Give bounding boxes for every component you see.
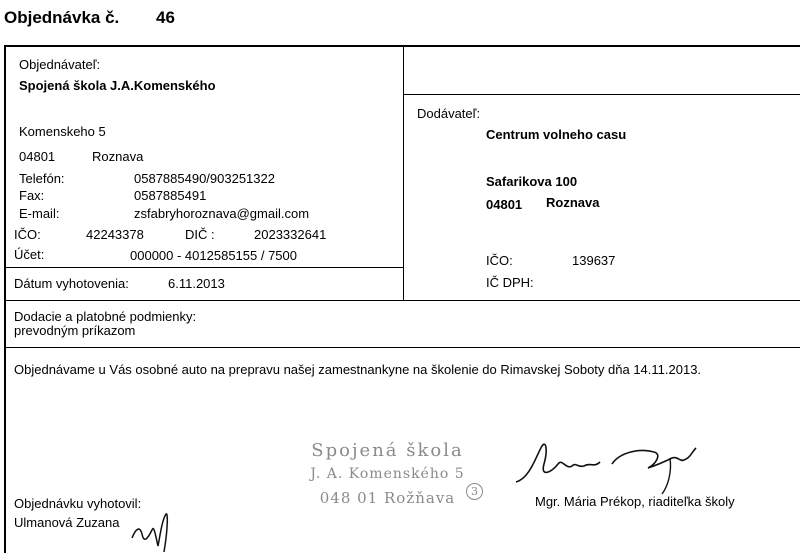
buyer-email: zsfabryhoroznava@gmail.com	[134, 206, 310, 221]
stamp-line2: J. A. Komenského 5	[310, 466, 465, 482]
frame-left-line	[4, 45, 6, 553]
issuer-name: Ulmanová Zuzana	[14, 515, 120, 530]
supplier-city: Roznava	[546, 195, 600, 210]
buyer-street: Komenskeho 5	[19, 124, 106, 139]
order-body-text: Objednávame u Vás osobné auto na prepravu našej zamestnankyne na školenie do Rimavskej Soboty dňa 14.11.2013.	[14, 362, 702, 377]
issuer-label: Objednávku vyhotovil:	[14, 496, 142, 511]
supplier-ico: 139637	[572, 253, 616, 268]
stamp-line1: Spojená škola	[311, 440, 464, 461]
buyer-ico: 42243378	[86, 227, 144, 242]
buyer-email-label: E-mail:	[19, 206, 60, 221]
buyer-phone: 0587885490/903251322	[134, 171, 275, 186]
supplier-ico-label: IČO:	[486, 253, 513, 268]
director-signature	[512, 438, 702, 498]
terms-label: Dodacie a platobné podmienky:	[14, 309, 197, 324]
buyer-fax-label: Fax:	[19, 188, 45, 203]
date-value: 6.11.2013	[168, 276, 225, 291]
order-number: 46	[156, 8, 175, 27]
stamp-line3: 048 01 Rožňava	[319, 489, 456, 507]
buyer-label: Objednávateľ:	[19, 57, 101, 72]
frame-middle-divider	[403, 45, 404, 301]
supplier-top-line	[403, 94, 800, 95]
supplier-name: Centrum volneho casu	[486, 127, 627, 142]
buyer-name: Spojená škola J.A.Komenského	[19, 78, 216, 93]
date-label: Dátum vyhotovenia:	[14, 276, 129, 291]
buyer-phone-label: Telefón:	[19, 171, 65, 186]
terms-value: prevodným príkazom	[14, 323, 136, 338]
stamp-number: 3	[466, 483, 483, 500]
buyer-account-label: Účet:	[14, 247, 45, 262]
supplier-zip: 04801	[486, 197, 523, 212]
header-bottom-line	[4, 300, 800, 301]
buyer-ico-label: IČO:	[14, 227, 41, 242]
director-name: Mgr. Mária Prékop, riaditeľka školy	[535, 494, 735, 509]
buyer-fax: 0587885491	[134, 188, 207, 203]
order-title-prefix: Objednávka č.	[4, 8, 120, 27]
date-top-line	[4, 267, 404, 268]
buyer-city: Roznava	[92, 149, 144, 164]
issuer-signature	[128, 508, 178, 553]
supplier-street: Safarikova 100	[486, 174, 578, 189]
supplier-icdph-label: IČ DPH:	[486, 275, 534, 290]
buyer-dic: 2023332641	[254, 227, 327, 242]
buyer-account: 000000 - 4012585155 / 7500	[130, 248, 297, 263]
frame-top-line	[4, 45, 800, 47]
terms-bottom-line	[4, 347, 800, 348]
supplier-label: Dodávateľ:	[417, 106, 481, 121]
buyer-zip: 04801	[19, 149, 56, 164]
buyer-dic-label: DIČ :	[185, 227, 215, 242]
